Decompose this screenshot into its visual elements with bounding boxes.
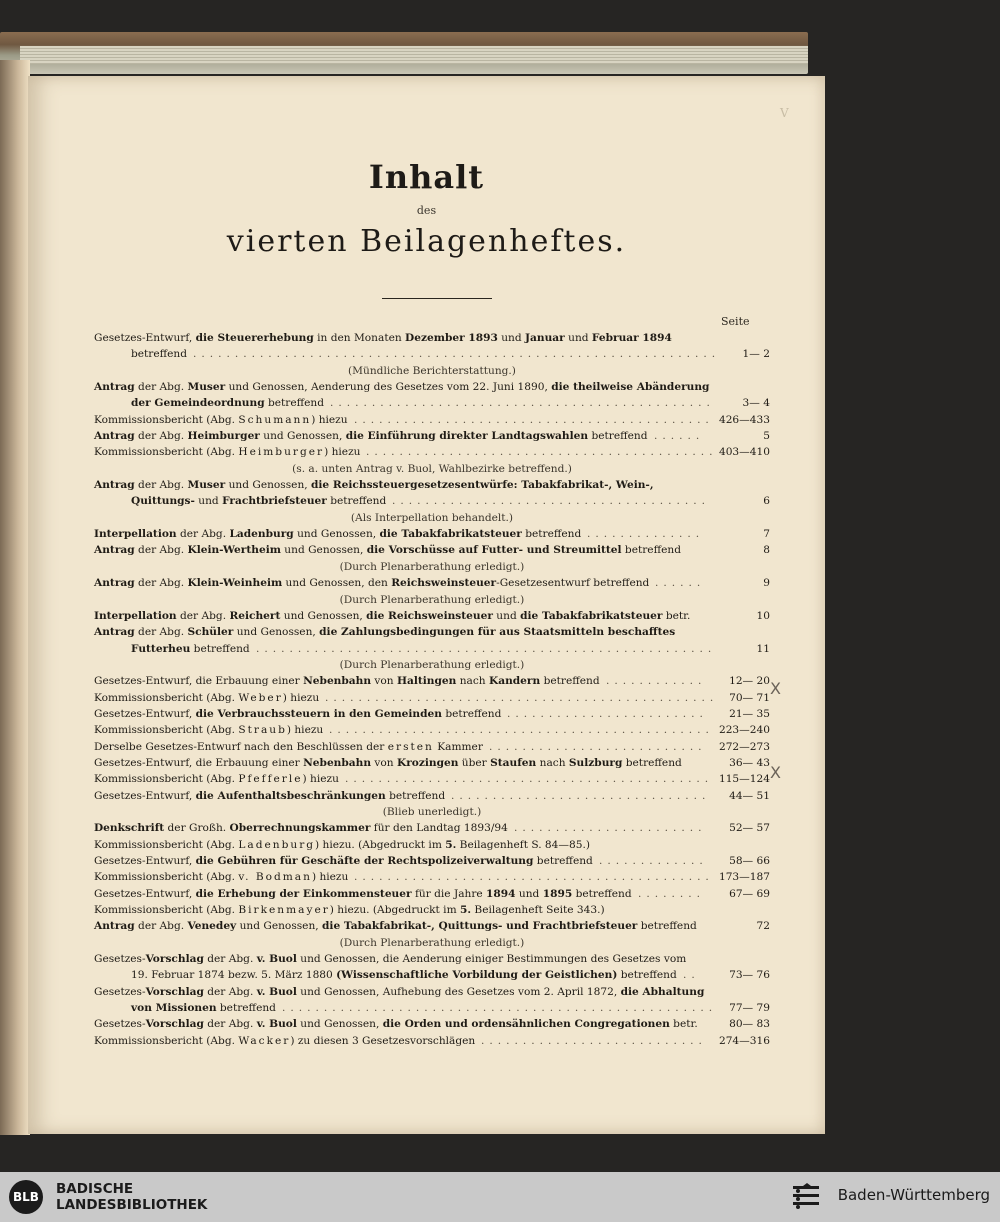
page-title: Inhalt (368, 158, 485, 196)
toc-note (94, 657, 770, 673)
toc-entry-page: 70— 71 (729, 691, 770, 704)
toc-entry (94, 542, 770, 558)
toc-entry (94, 722, 770, 738)
toc-entry-page: 5 (763, 430, 770, 443)
toc-entry-text: Antrag der Abg. Klein-Weinheim und Genossen, den Reichsweinsteuer-Gesetzesentwurf betreffend (94, 577, 650, 590)
toc-entry (94, 608, 770, 624)
toc-entry-page: 272—273 (718, 740, 770, 753)
toc-entry (94, 967, 770, 983)
toc-entry (94, 330, 770, 346)
toc-entry-text: Kommissionsbericht (Abg. Wacker) zu diesen 3 Gesetzesvorschlägen (94, 1034, 476, 1047)
toc-entry (94, 624, 770, 640)
toc-entry-text: (Durch Plenarberathung erledigt.) (339, 560, 525, 573)
toc-entry-text: (Durch Plenarberathung erledigt.) (339, 936, 525, 949)
toc-leader-dots: ............................................ (345, 773, 714, 786)
toc-entry (94, 755, 770, 771)
toc-entry-page: 426—433 (718, 413, 770, 426)
toc-entry (94, 1033, 770, 1049)
toc-entry-text: (Mündliche Berichterstattung.) (348, 364, 516, 377)
toc-entry-text: (Blieb unerledigt.) (382, 805, 482, 818)
toc-entry (94, 346, 770, 362)
toc-entry-text: (Als Interpellation behandelt.) (350, 511, 514, 524)
toc-leader-dots: ........................................... (354, 413, 714, 426)
library-name-line2: LANDESBIBLIOTHEK (56, 1197, 208, 1213)
page-number: V (780, 106, 789, 120)
toc-entry (94, 493, 770, 509)
toc-entry-text: Gesetzes-Entwurf, die Erbauung einer Nebenbahn von Krozingen über Staufen nach Sulzburg betreffend (94, 756, 682, 769)
toc-entry (94, 869, 770, 885)
toc-entry-text: Kommissionsbericht (Abg. Weber) hiezu (94, 691, 320, 704)
baden-wuerttemberg-lions-icon (789, 1180, 823, 1214)
toc-note (94, 592, 770, 608)
toc-entry-page: 115—124 (718, 773, 770, 786)
blb-logo[interactable]: BLB (9, 1180, 43, 1214)
toc-note (94, 510, 770, 526)
page-subtitle: vierten Beilagenheftes. (226, 224, 627, 259)
toc-leader-dots: .............. (587, 528, 705, 541)
toc-entry-page: 72 (756, 920, 770, 933)
toc-entry-text: Kommissionsbericht (Abg. Schumann) hiezu (94, 413, 348, 426)
toc-leader-dots: .......................... (489, 740, 707, 753)
toc-entry (94, 641, 770, 657)
toc-entry (94, 739, 770, 755)
toc-entry-page: 8 (763, 544, 770, 557)
toc-entry-page: 173—187 (718, 871, 770, 884)
toc-entry-text: der Gemeindeordnung betreffend (131, 397, 325, 410)
toc-leader-dots: ............................................................... (193, 348, 721, 361)
toc-entry-page: 67— 69 (729, 887, 770, 900)
toc-entry-text: (s. a. unten Antrag v. Buol, Wahlbezirke betreffend.) (292, 462, 572, 475)
toc-leader-dots: ........................... (481, 1034, 707, 1047)
toc-entry-text: Antrag der Abg. Muser und Genossen, die Reichssteuergesetzesentwürfe: Tabakfabrikat-, Wein-, (94, 479, 654, 492)
toc-entry (94, 690, 770, 706)
toc-leader-dots: ...... (654, 430, 705, 443)
toc-note (94, 804, 770, 820)
toc-entry-page: 44— 51 (729, 789, 770, 802)
toc-entry-text: (Durch Plenarberathung erledigt.) (339, 658, 525, 671)
toc-leader-dots: ...................................... (392, 495, 710, 508)
toc-entry-page: 7 (763, 528, 770, 541)
toc-entry-page: 58— 66 (729, 855, 770, 867)
toc-leader-dots: ....................... (514, 822, 707, 835)
toc-entry-text: Antrag der Abg. Heimburger und Genossen, die Einführung direkter Landtagswahlen betreffend (94, 430, 648, 443)
toc-entry (94, 1016, 770, 1032)
toc-entry-text: Gesetzes-Vorschlag der Abg. v. Buol und Genossen, die Aenderung einiger Bestimmungen des Gesetzes vom (94, 953, 687, 966)
toc-leader-dots: ........ (638, 887, 705, 900)
toc-entry (94, 428, 770, 444)
toc-leader-dots: ...... (655, 577, 706, 590)
state-name[interactable]: Baden-Württemberg (837, 1186, 990, 1204)
toc-entry-text: Kommissionsbericht (Abg. Birkenmayer) hiezu. (Abgedruckt im 5. Beilagenheft Seite 343.) (94, 904, 605, 917)
toc-entry-text: Gesetzes-Entwurf, die Erhebung der Einkommensteuer für die Jahre 1894 und 1895 betreffend (94, 887, 632, 900)
toc-entry-page: 77— 79 (729, 1002, 770, 1015)
toc-entry (94, 837, 770, 853)
toc-leader-dots: ............................... (451, 789, 711, 802)
toc-entry (94, 951, 770, 967)
toc-entry-page: 274—316 (718, 1034, 770, 1047)
toc-note (94, 461, 770, 477)
toc-entry (94, 526, 770, 542)
toc-entry-page: 73— 76 (729, 969, 770, 982)
toc-entry-text: Gesetzes-Vorschlag der Abg. v. Buol und Genossen, die Orden und ordensähnlichen Congregationen betr. (94, 1018, 698, 1031)
toc-entry-text: Gesetzes-Entwurf, die Verbrauchssteuern in den Gemeinden betreffend (94, 707, 502, 720)
toc-entry-text: betreffend (131, 348, 188, 361)
toc-entry-text: Kommissionsbericht (Abg. v. Bodman) hiezu (94, 871, 349, 884)
toc-entry-page: 11 (756, 642, 770, 655)
table-of-contents (94, 330, 770, 1049)
toc-entry-text: Gesetzes-Entwurf, die Gebühren für Geschäfte der Rechtspolizeiverwaltung betreffend (94, 855, 593, 867)
toc-entry (94, 853, 770, 869)
viewer-footer (0, 1172, 1000, 1222)
toc-entry-text: Derselbe Gesetzes-Entwurf nach den Beschlüssen der ersten Kammer (94, 740, 483, 753)
toc-entry-text: Antrag der Abg. Klein-Wertheim und Genossen, die Vorschüsse auf Futter- und Streumittel betreffend (94, 544, 681, 557)
toc-entry-page: 1— 2 (742, 348, 770, 361)
toc-entry (94, 902, 770, 918)
toc-leader-dots: ........................................... (354, 871, 714, 884)
toc-entry-text: Gesetzes-Entwurf, die Steuererhebung in den Monaten Dezember 1893 und Januar und Februar 1894 (94, 332, 672, 344)
toc-entry-text: Gesetzes-Entwurf, die Aufenthaltsbeschränkungen betreffend (94, 789, 446, 802)
toc-entry-page: 12— 20 (729, 675, 770, 688)
toc-entry-text: von Missionen betreffend (131, 1002, 276, 1015)
toc-entry-page: 80— 83 (729, 1018, 770, 1031)
seite-column-header: Seite (721, 315, 750, 328)
toc-entry (94, 984, 770, 1000)
toc-leader-dots: .............................................. (330, 397, 715, 410)
library-name-line1: BADISCHE (56, 1181, 134, 1197)
library-name[interactable] (56, 1181, 207, 1213)
pencil-mark-x: X (770, 763, 781, 782)
toc-entry (94, 395, 770, 411)
toc-entry-text: Antrag der Abg. Muser und Genossen, Aenderung des Gesetzes vom 22. Juni 1890, die theilweise Abänderung (94, 381, 710, 394)
toc-entry-text: Interpellation der Abg. Ladenburg und Genossen, die Tabakfabrikatsteuer betreffend (94, 528, 582, 541)
toc-entry (94, 575, 770, 591)
toc-leader-dots: .. (683, 969, 700, 982)
pencil-mark-x: X (770, 679, 781, 698)
toc-entry-text: Interpellation der Abg. Reichert und Genossen, die Reichsweinsteuer und die Tabakfabrikatsteuer betr. (94, 609, 691, 622)
toc-entry-page: 223—240 (718, 724, 770, 737)
toc-entry-text: (Durch Plenarberathung erledigt.) (339, 593, 525, 606)
toc-entry-text: Futterheu betreffend (131, 642, 250, 655)
toc-entry-page: 6 (763, 495, 770, 508)
book-cover-left (0, 60, 30, 1135)
toc-entry (94, 820, 770, 836)
toc-entry (94, 706, 770, 722)
toc-entry (94, 918, 770, 934)
toc-entry (94, 477, 770, 493)
toc-entry-text: Kommissionsbericht (Abg. Straub) hiezu (94, 724, 324, 737)
toc-entry-text: Kommissionsbericht (Abg. Heimburger) hiezu (94, 446, 361, 459)
toc-leader-dots: ........................ (507, 707, 708, 720)
toc-entry-page: 403—410 (718, 446, 770, 459)
toc-entry (94, 1000, 770, 1016)
toc-leader-dots: ............................................... (325, 691, 719, 704)
toc-leader-dots: .................................................... (282, 1002, 718, 1015)
toc-entry-text: Denkschrift der Großh. Oberrechnungskammer für den Landtag 1893/94 (94, 822, 508, 835)
toc-entry-text: Quittungs- und Frachtbriefsteuer betreffend (131, 495, 387, 508)
toc-entry (94, 886, 770, 902)
toc-note (94, 363, 770, 379)
toc-entry (94, 771, 770, 787)
toc-entry-text: Antrag der Abg. Schüler und Genossen, die Zahlungsbedingungen für aus Staatsmitteln beschafftes (94, 626, 676, 639)
toc-entry (94, 379, 770, 395)
toc-entry-page: 36— 43 (729, 756, 770, 769)
toc-note (94, 935, 770, 951)
toc-entry-page: 10 (756, 609, 770, 622)
title-rule (382, 298, 492, 299)
toc-entry-page: 3— 4 (742, 397, 770, 410)
toc-leader-dots: ....................................................... (256, 642, 717, 655)
toc-leader-dots: .......................................... (366, 446, 718, 459)
toc-entry-text: Antrag der Abg. Venedey und Genossen, die Tabakfabrikat-, Quittungs- und Frachtbriefsteuer betreffend (94, 920, 697, 933)
toc-entry (94, 673, 770, 689)
page-title-connector: des (416, 204, 437, 217)
toc-entry-page: 9 (763, 577, 770, 590)
toc-entry-page: 52— 57 (729, 822, 770, 835)
toc-entry (94, 788, 770, 804)
toc-entry (94, 444, 770, 460)
toc-leader-dots: .............................................. (329, 724, 714, 737)
toc-leader-dots: ............. (599, 855, 708, 867)
toc-entry-text: Kommissionsbericht (Abg. Ladenburg) hiezu. (Abgedruckt im 5. Beilagenheft S. 84—85.) (94, 838, 590, 851)
toc-entry-text: 19. Februar 1874 bezw. 5. März 1880 (Wissenschaftliche Vorbildung der Geistlichen) betreffend (131, 969, 677, 982)
toc-entry-text: Kommissionsbericht (Abg. Pfefferle) hiezu (94, 773, 339, 786)
toc-entry (94, 412, 770, 428)
toc-entry-text: Gesetzes-Entwurf, die Erbauung einer Nebenbahn von Haltingen nach Kandern betreffend (94, 675, 600, 688)
book-top-edge (0, 32, 808, 74)
toc-entry-page: 21— 35 (729, 707, 770, 720)
toc-entry-text: Gesetzes-Vorschlag der Abg. v. Buol und Genossen, Aufhebung des Gesetzes vom 2. April 1872, die Abhaltung (94, 985, 705, 998)
toc-note (94, 559, 770, 575)
book-page (28, 76, 825, 1134)
toc-leader-dots: ............ (606, 675, 707, 688)
